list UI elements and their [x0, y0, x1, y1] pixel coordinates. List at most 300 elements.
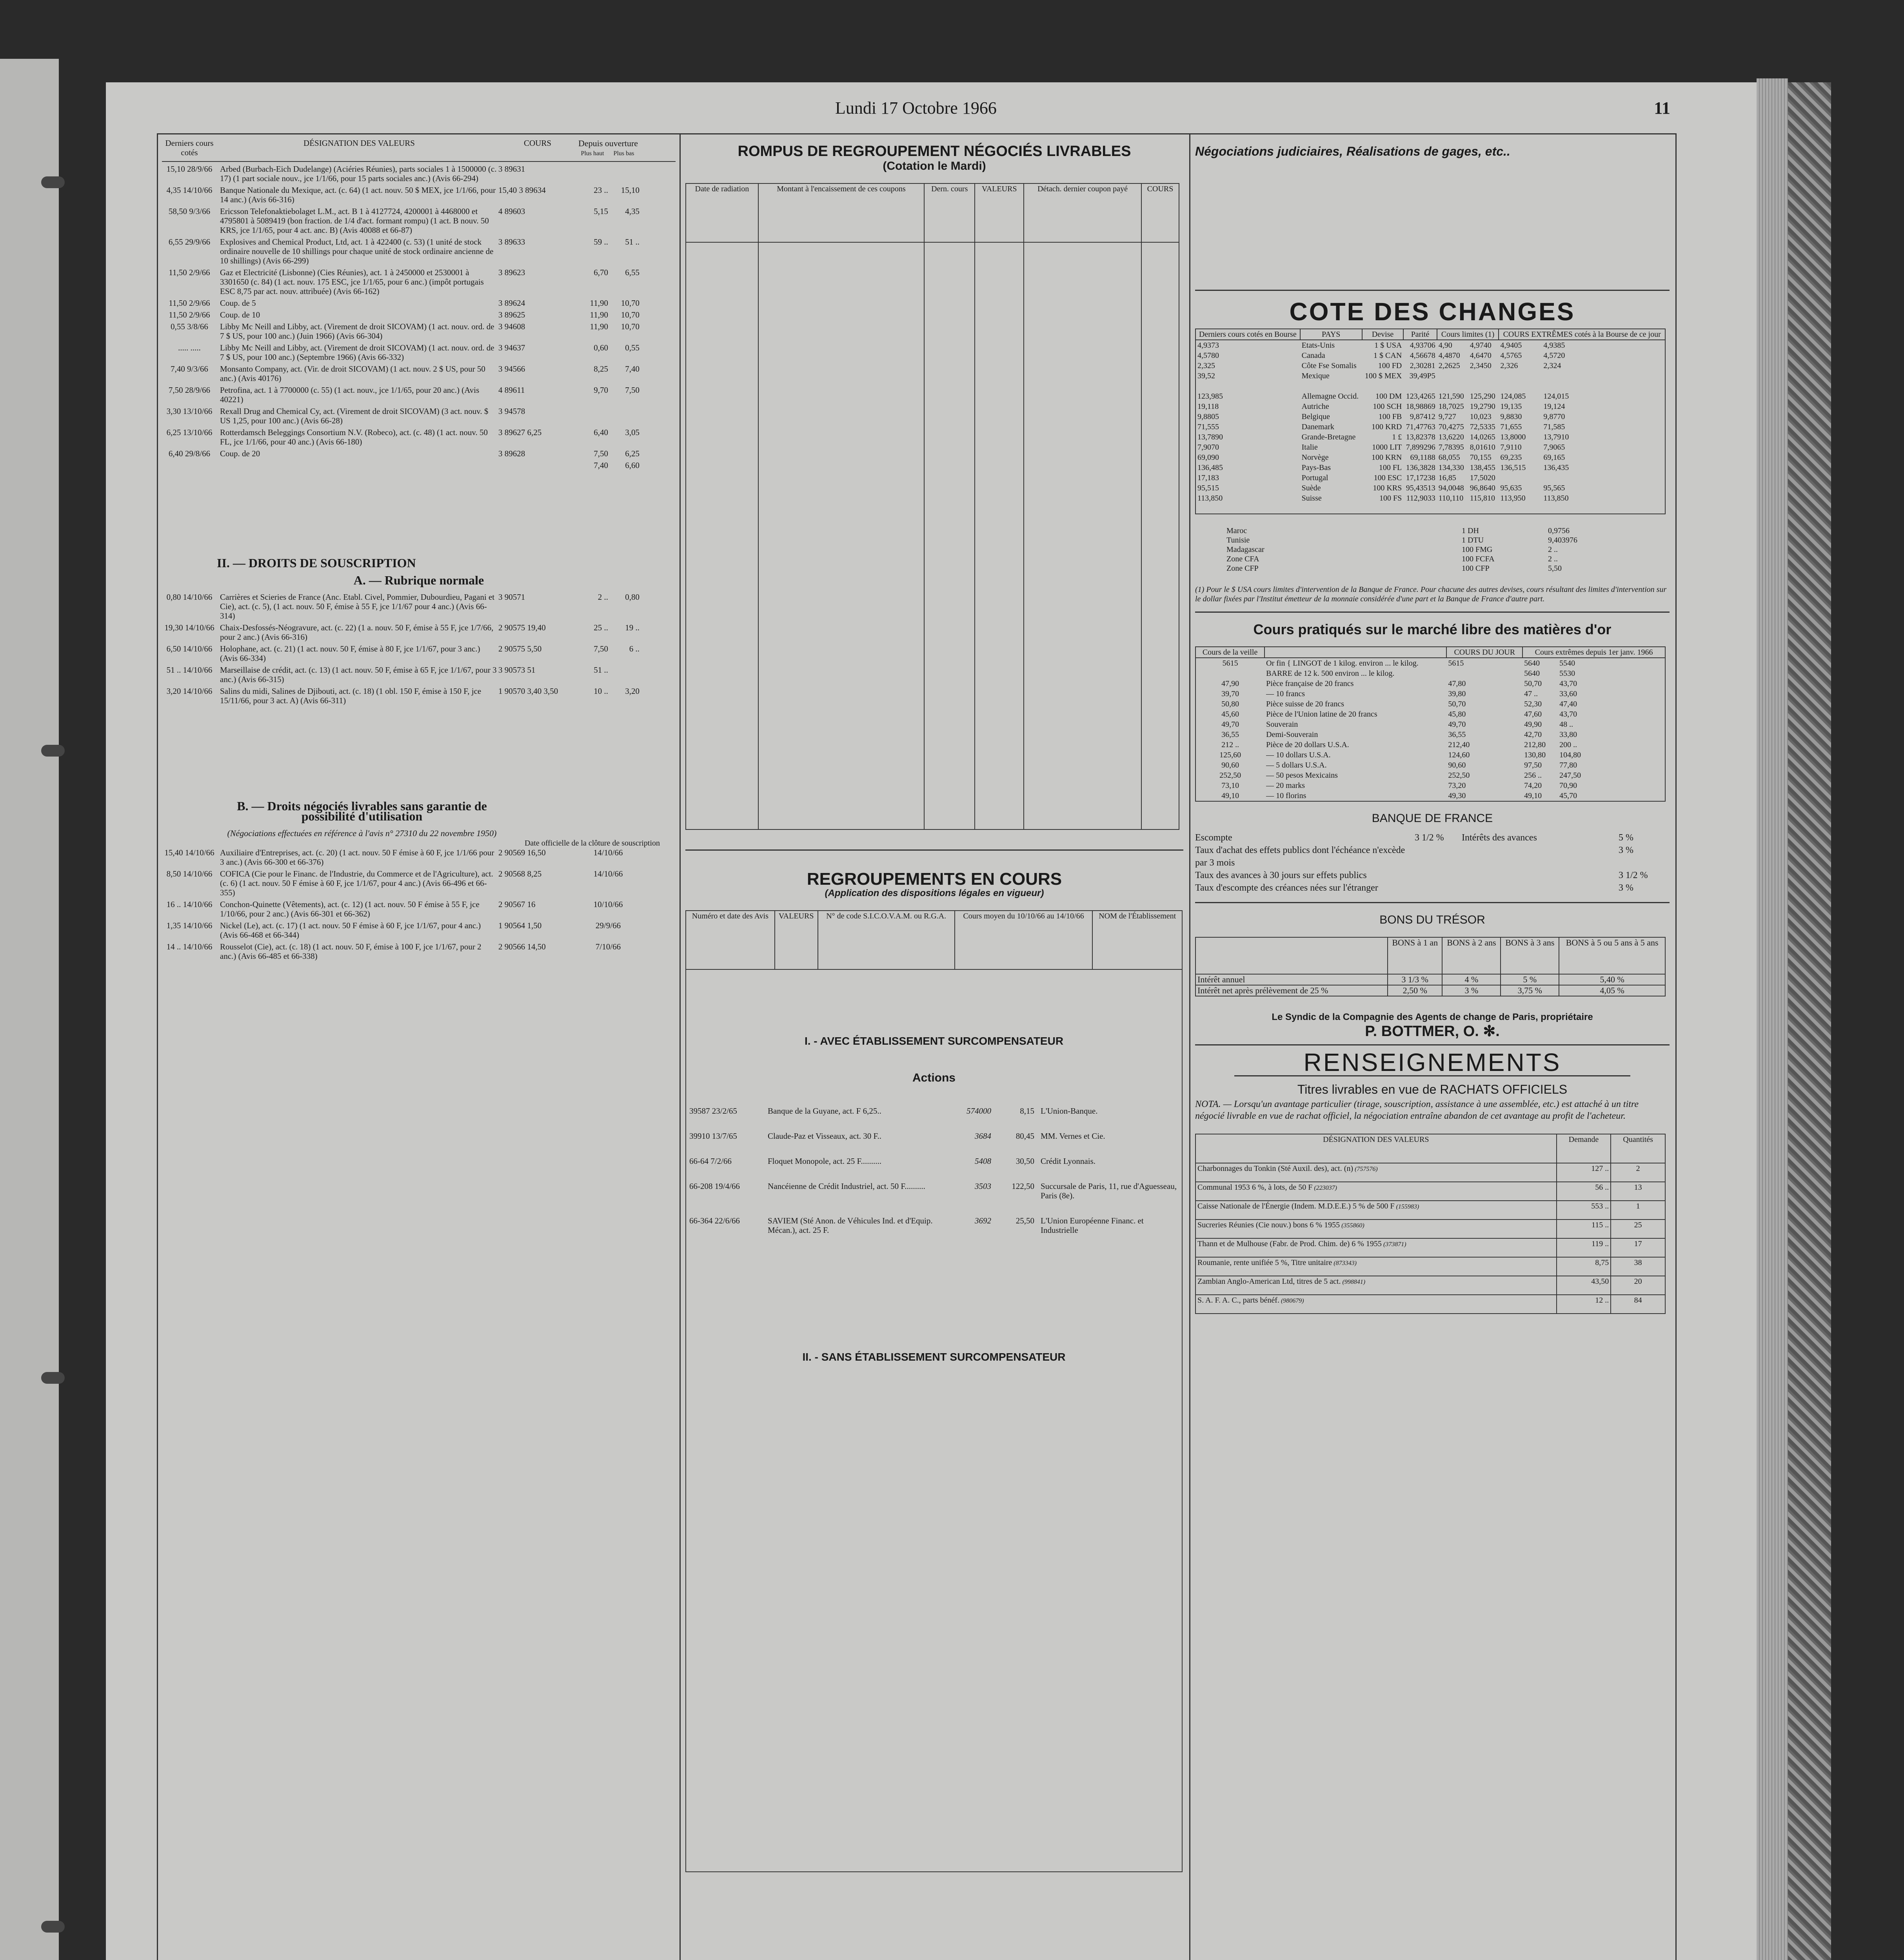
rachats-demande: 43,50	[1557, 1276, 1611, 1295]
changes-currency: 1000 LIT	[1372, 443, 1402, 452]
changes-country: Suède	[1301, 484, 1321, 492]
security-last-date: 19,30 14/10/66	[164, 623, 214, 632]
rachats-code: (998841)	[1341, 1279, 1366, 1285]
or-row	[1195, 689, 1665, 699]
or-description: BARRE de 12 k. 500 environ ... le kilog.	[1266, 669, 1395, 678]
zone-row	[1226, 545, 1619, 554]
limit-high: 2,3450	[1470, 361, 1492, 370]
rachats-name	[1195, 1238, 1557, 1257]
security-high: 11,90	[590, 298, 608, 308]
col1-header	[162, 138, 676, 162]
sicovam-code: 574000	[967, 1106, 991, 1116]
content-frame	[157, 133, 1677, 1960]
or-extremes	[1522, 740, 1665, 750]
bdf-title: BANQUE DE FRANCE	[1372, 812, 1493, 825]
establishment-name: L'Union Européenne Financ. et Industrielle	[1041, 1216, 1144, 1235]
extreme-high: 7,9110	[1500, 443, 1522, 452]
rachats-code: (223037)	[1312, 1185, 1337, 1191]
security-cours: 3 89624	[498, 298, 525, 308]
rachats-row	[1195, 1295, 1665, 1314]
changes-parity: 71,47763	[1406, 423, 1435, 431]
section-b-col-label: Date officielle de la clôture de souscription	[524, 839, 660, 848]
rachats-row	[1195, 1220, 1665, 1238]
security-name: Arbed (Burbach-Eich Dudelange) (Aciéries Réunies), parts sociales 1 à 1500000 (c. 17) (1 part sociale nouv., jce 1/1/66, pour 15 parts sociales anc.) (Avis 66-294)	[220, 164, 497, 183]
changes-limits	[1437, 350, 1499, 361]
changes-parity: 95,43513	[1406, 484, 1435, 492]
changes-extremes	[1499, 391, 1665, 401]
or-extremes	[1522, 760, 1665, 770]
or-description: Demi-Souverain	[1266, 730, 1318, 739]
security-low: 6 ..	[629, 644, 640, 653]
rachats-quantity: 1	[1611, 1201, 1665, 1220]
security-cours: 3 90573 51	[498, 665, 536, 675]
or-high: 52,30	[1524, 700, 1542, 708]
security-row	[162, 942, 676, 961]
security-name: Rexall Drug and Chemical Cy, act. (Virement de droit SICOVAM) (3 act. nouv. $ US 1,25, pour 100 anc.) (Avis 66-28)	[220, 407, 489, 425]
limit-high: 70,155	[1470, 453, 1492, 462]
or-description: — 50 pesos Mexicains	[1266, 771, 1338, 780]
changes-zone-rows	[1226, 526, 1619, 573]
header-date: Lundi 17 Octobre 1966	[835, 98, 997, 118]
security-name: Conchon-Quinette (Vêtements), act. (c. 12) (1 act. nouv. 50 F émise à 55 F, jce 1/10/66, pour 2 anc.) (Avis 66-301 et 66-362)	[220, 900, 480, 918]
column-divider	[679, 134, 681, 1960]
extreme-low: 95,565	[1543, 484, 1565, 492]
rachats-row	[1195, 1276, 1665, 1295]
bons-value: 3,75 %	[1501, 985, 1559, 996]
zone-value: 9,403976	[1548, 536, 1577, 544]
changes-extremes	[1499, 401, 1665, 412]
security-cours: 3 94637	[498, 343, 525, 352]
establishment-name: MM. Vernes et Cie.	[1041, 1131, 1105, 1141]
changes-currency: 100 FS	[1379, 494, 1402, 503]
security-last-date: 7,40 9/3/66	[171, 364, 208, 374]
changes-parity: 39,49P5	[1409, 372, 1435, 380]
changes-last: 95,515	[1197, 484, 1219, 492]
or-high: 47 ..	[1524, 690, 1538, 698]
bons-value: 2,50 %	[1388, 985, 1442, 996]
rachats-quantity: 25	[1611, 1220, 1665, 1238]
changes-last: 136,485	[1197, 463, 1223, 472]
rompus-table	[685, 183, 1179, 830]
limit-low: 9,727	[1438, 412, 1456, 421]
extreme-high: 71,655	[1500, 423, 1522, 431]
limit-high: 4,9740	[1470, 341, 1492, 350]
or-today: 90,60	[1448, 761, 1466, 769]
changes-last: 17,183	[1197, 474, 1219, 482]
security-high: 2 ..	[598, 592, 608, 602]
or-low: 70,90	[1559, 781, 1577, 790]
security-last-date: 16 .. 14/10/66	[166, 900, 213, 909]
or-high: 42,70	[1524, 730, 1542, 739]
or-low: 200 ..	[1559, 740, 1577, 749]
changes-limits	[1437, 463, 1499, 473]
average-price: 30,50	[1016, 1156, 1034, 1166]
changes-last: 2,325	[1197, 361, 1215, 370]
security-cours: 2 90566 14,50	[498, 942, 546, 951]
section-droits-title: II. — DROITS DE SOUSCRIPTION	[217, 556, 416, 570]
changes-row	[1195, 340, 1665, 350]
limit-high: 14,0265	[1470, 433, 1495, 441]
column-middle	[685, 143, 1183, 1872]
or-low: 33,80	[1559, 730, 1577, 739]
limit-low: 110,110	[1438, 494, 1464, 503]
extreme-low: 4,9385	[1543, 341, 1565, 350]
security-row	[162, 310, 676, 319]
changes-country: Pays-Bas	[1301, 463, 1331, 472]
bdf-value-2: 5 %	[1619, 833, 1633, 843]
security-low: 51 ..	[625, 237, 640, 247]
rachats-name	[1195, 1276, 1557, 1295]
or-high: 74,20	[1524, 781, 1542, 790]
changes-currency: 100 FL	[1379, 463, 1402, 472]
rachats-name	[1195, 1163, 1557, 1182]
security-last-date: 58,50 9/3/66	[168, 207, 211, 216]
security-row	[162, 207, 676, 235]
regroupement-value: Claude-Paz et Visseaux, act. 30 F..	[768, 1131, 882, 1141]
rachats-quantity: 20	[1611, 1276, 1665, 1295]
col1-head-plus-haut: Plus haut	[581, 150, 604, 157]
or-today: 39,80	[1448, 690, 1466, 698]
negociations-title: Négociations judiciaires, Réalisations de gages, etc..	[1195, 144, 1510, 158]
regroupement-value: Floquet Monopole, act. 25 F..........	[768, 1156, 881, 1166]
security-cours: 3 94578	[498, 407, 525, 416]
rachats-name-text: Communal 1953 6 %, à lots, de 50 F	[1197, 1183, 1313, 1192]
security-low	[608, 164, 640, 183]
changes-currency: 100 ESC	[1373, 474, 1402, 482]
rachats-row	[1195, 1201, 1665, 1220]
extreme-high: 9,8830	[1500, 412, 1522, 421]
security-row	[162, 449, 676, 458]
regroupement-row	[686, 1156, 1182, 1166]
changes-row	[1195, 493, 1665, 503]
bdf-value: 3 1/2 %	[1415, 833, 1444, 843]
limit-high: 17,5020	[1470, 474, 1495, 482]
security-name: Marseillaise de crédit, act. (c. 13) (1 act. nouv. 50 F, émise à 65 F, jce 1/1/67, pour 3 anc.) (Avis 66-315)	[220, 665, 497, 684]
security-row	[162, 164, 676, 183]
regroupement-value: Nancéienne de Crédit Industriel, act. 50 F..........	[768, 1181, 925, 1191]
bons-value: 5,40 %	[1559, 974, 1665, 985]
changes-parity: 4,93706	[1410, 341, 1435, 350]
security-name: Coup. de 20	[220, 449, 260, 458]
changes-limits	[1437, 412, 1499, 422]
security-name: Libby Mc Neill and Libby, act. (Virement de droit SICOVAM) (1 act. nouv. ord. de 7 $ US, pour 100 anc.) (Juin 1966) (Avis 66-304)	[220, 322, 494, 341]
rachats-name-text: Zambian Anglo-American Ltd, titres de 5 act.	[1197, 1277, 1341, 1286]
or-description: — 5 dollars U.S.A.	[1266, 761, 1327, 769]
rompus-column-header: COURS	[1141, 183, 1179, 242]
rachats-name-text: Caisse Nationale de l'Énergie (Indem. M.D.E.E.) 5 % de 500 F	[1197, 1202, 1395, 1210]
rachats-name	[1195, 1220, 1557, 1238]
or-description: — 20 marks	[1266, 781, 1305, 790]
changes-title: COTE DES CHANGES	[1289, 298, 1575, 326]
security-cours: 2 90575 5,50	[498, 644, 542, 653]
rachats-demande: 115 ..	[1557, 1220, 1611, 1238]
or-extremes	[1522, 689, 1665, 699]
security-row	[162, 665, 676, 684]
zone-currency: 100 FCFA	[1462, 555, 1495, 563]
rachats-code: (873343)	[1332, 1260, 1357, 1267]
average-price: 122,50	[1012, 1181, 1034, 1191]
security-cours: 3 94608	[498, 322, 525, 331]
changes-row	[1195, 350, 1665, 361]
changes-row	[1195, 432, 1665, 442]
changes-last: 9,8805	[1197, 412, 1219, 421]
col1-rows-b	[162, 848, 676, 961]
rachats-row	[1195, 1163, 1665, 1182]
rachats-name	[1195, 1201, 1557, 1220]
or-row	[1195, 780, 1665, 791]
rachats-demande: 12 ..	[1557, 1295, 1611, 1314]
changes-limits	[1437, 452, 1499, 463]
or-high: 47,60	[1524, 710, 1542, 719]
zone-name: Zone CFA	[1226, 555, 1259, 563]
zone-row	[1226, 564, 1619, 573]
rachats-code: (757576)	[1353, 1166, 1378, 1172]
security-row	[162, 237, 676, 265]
security-row	[162, 592, 676, 621]
regroupement-column-header: N° de code S.I.C.O.V.A.M. ou R.G.A.	[818, 911, 955, 969]
changes-limits	[1437, 340, 1499, 350]
changes-limits	[1437, 493, 1499, 503]
security-last-date: 15,10 28/9/66	[166, 164, 213, 174]
changes-country: Canada	[1301, 351, 1325, 360]
bons-table	[1195, 937, 1666, 996]
security-name: Explosives and Chemical Product, Ltd, act. 1 à 422400 (c. 53) (1 unité de stock ordinaire nouvelle de 10 shillings pour chaque unité de stock ordinaire ancienne de 10 shillings) (Avis 66-299)	[220, 237, 494, 265]
rachats-name-text: S. A. F. A. C., parts bénéf.	[1197, 1296, 1279, 1305]
extreme-low: 9,8770	[1543, 412, 1565, 421]
changes-parity: 4,56678	[1410, 351, 1435, 360]
changes-column-header: PAYS	[1300, 329, 1362, 340]
or-extremes	[1522, 770, 1665, 780]
security-name: Gaz et Electricité (Lisbonne) (Cies Réunies), act. 1 à 2450000 et 2530001 à 3301650 (c. 84) (1 act. nouv. 175 ESC, jce 1/1/65, pour 6 anc.) (impôt portugais ESC 8,75 par act. nouv. attribuée) (Avis 66-162)	[220, 268, 484, 296]
left-page-edge	[0, 59, 59, 1960]
changes-extremes	[1499, 350, 1665, 361]
or-description: Pièce de 20 dollars U.S.A.	[1266, 740, 1349, 749]
changes-currency: 100 KRN	[1372, 453, 1402, 462]
rachats-table	[1195, 1134, 1666, 1314]
security-low: 15,10	[621, 185, 640, 195]
limit-low: 16,85	[1438, 474, 1456, 482]
section-b-note: (Négociations effectuées en référence à l'avis n° 27310 du 22 novembre 1950)	[227, 828, 497, 838]
bdf-value-2: 3 1/2 %	[1619, 870, 1648, 880]
rachats-name-text: Charbonnages du Tonkin (Sté Auxil. des), act. (n)	[1197, 1164, 1354, 1173]
or-high: 256 ..	[1524, 771, 1542, 780]
extreme-high: 124,085	[1500, 392, 1526, 401]
limit-low: 70,4275	[1438, 423, 1464, 431]
bons-value: 3 1/3 %	[1388, 974, 1442, 985]
or-previous: 49,70	[1221, 720, 1239, 729]
security-low: 6,25	[625, 449, 640, 458]
bdf-value	[1415, 869, 1462, 882]
security-last-date: 11,50 2/9/66	[169, 298, 210, 308]
changes-limits	[1437, 442, 1499, 452]
security-name: Libby Mc Neill and Libby, act. (Virement de droit SICOVAM) (1 act. nouv. ord. de 7 $ US, pour 100 anc.) (Septembre 1966) (Avis 66-332)	[220, 343, 494, 362]
changes-column-header: Parité	[1403, 329, 1437, 340]
rachats-demande: 553 ..	[1557, 1201, 1611, 1220]
changes-currency: 100 SCH	[1373, 402, 1402, 411]
bdf-rows	[1195, 831, 1670, 894]
changes-currency: 100 FB	[1378, 412, 1402, 421]
security-name	[217, 461, 498, 470]
or-extremes	[1522, 791, 1665, 801]
rompus-column-header: VALEURS	[975, 183, 1024, 242]
security-cours: 2 90569 16,50	[498, 848, 546, 857]
or-row	[1195, 791, 1665, 801]
changes-last: 69,090	[1197, 453, 1219, 462]
changes-last: 19,118	[1197, 402, 1219, 411]
or-low: 5540	[1559, 659, 1575, 668]
changes-country: Portugal	[1301, 474, 1328, 482]
changes-note: (1) Pour le $ USA cours limites d'intervention de la Banque de France. Pour chacune des autres devises, cours résultant des limites d'intervention sur le dollar fixées par l'Institut émetteur de la monnaie considérée d'une part et la Banque de France d'autre part.	[1195, 585, 1667, 603]
security-last-date: 51 .. 14/10/66	[166, 665, 213, 675]
changes-limits	[1437, 391, 1499, 401]
security-name: COFICA (Cie pour le Financ. de l'Industrie, du Commerce et de l'Agriculture), act. (c. 6) (1 act. nouv. 50 F émise à 60 F, jce 1/1/67, pour 4 anc.) (Avis 66-496 et 66-355)	[220, 869, 493, 897]
bdf-row	[1195, 882, 1670, 894]
security-low: 6,55	[625, 268, 640, 277]
extreme-high: 95,635	[1500, 484, 1522, 492]
section-b-title: B. — Droits négociés livrables sans garantie de possibilité d'utilisation	[237, 799, 487, 823]
zone-name: Maroc	[1226, 526, 1247, 535]
limit-low: 121,590	[1438, 392, 1464, 401]
security-name: Holophane, act. (c. 21) (1 act. nouv. 50 F, émise à 80 F, jce 1/1/67, pour 3 anc.) (Avis 66-334)	[220, 644, 480, 663]
changes-country: Norvège	[1301, 453, 1329, 462]
changes-country: Côte Fse Somalis	[1301, 361, 1357, 370]
limit-low: 4,90	[1438, 341, 1452, 350]
extreme-low: 69,165	[1543, 453, 1565, 462]
extreme-low: 19,124	[1543, 402, 1565, 411]
zone-name: Zone CFP	[1226, 564, 1259, 573]
changes-limits	[1437, 483, 1499, 493]
regroupement-row	[686, 1216, 1182, 1235]
or-today	[1446, 668, 1522, 679]
security-cours: 2 90568 8,25	[498, 869, 542, 878]
rachats-name-text: Roumanie, rente unifiée 5 %, Titre unitaire	[1197, 1258, 1332, 1267]
security-name: Monsanto Company, act. (Vir. de droit SICOVAM) (1 act. nouv. 2 $ US, pour 50 anc.) (Avis 40176)	[220, 364, 485, 383]
security-row	[162, 848, 676, 867]
security-name: Rotterdamsch Beleggings Consortium N.V. (Robeco), act. (c. 48) (1 act. nouv. 50 FL, jce 1/1/66, pour 40 anc.) (Avis 66-180)	[220, 428, 488, 446]
rompus-column-header: Date de radiation	[686, 183, 758, 242]
security-closure-date: 14/10/66	[593, 848, 623, 857]
security-name: Carrières et Scieries de France (Anc. Etabl. Civel, Pommier, Dubourdieu, Pagani et Cie), act. (c. 5), (1 act. nouv. 50 F, émise à 55 F, jce 1/1/67 pour 4 anc.) (Avis 66-314)	[220, 592, 495, 621]
security-low: 19 ..	[625, 623, 640, 632]
security-high: 10 ..	[594, 686, 608, 696]
zone-currency: 1 DH	[1462, 526, 1479, 535]
bons-value: 4,05 %	[1559, 985, 1665, 996]
or-description: — 10 florins	[1266, 791, 1306, 800]
zone-value: 2 ..	[1548, 555, 1558, 563]
or-previous: 49,10	[1221, 791, 1239, 800]
average-price: 8,15	[1020, 1106, 1034, 1116]
security-low: 3,20	[625, 686, 640, 696]
security-last-date: 11,50 2/9/66	[169, 268, 210, 277]
regroupement-value: Banque de la Guyane, act. F 6,25..	[768, 1106, 881, 1116]
security-name: Rousselot (Cie), act. (c. 18) (1 act. nouv. 50 F, émise à 100 F, jce 1/1/67, pour 2 anc.) (Avis 66-485 et 66-338)	[220, 942, 481, 961]
rachats-row	[1195, 1238, 1665, 1257]
changes-row	[1195, 401, 1665, 412]
limit-low: 7,78395	[1438, 443, 1464, 452]
section-a-title: A. — Rubrique normale	[353, 573, 484, 587]
changes-limits	[1437, 401, 1499, 412]
rachats-code: (980679)	[1279, 1298, 1304, 1304]
or-previous: 39,70	[1221, 690, 1239, 698]
average-price: 25,50	[1016, 1216, 1034, 1225]
changes-last: 39,52	[1197, 372, 1215, 380]
extreme-high: 136,515	[1500, 463, 1526, 472]
or-extremes	[1522, 658, 1665, 668]
security-row	[162, 322, 676, 341]
or-today: 73,20	[1448, 781, 1466, 790]
sicovam-code: 3684	[975, 1131, 991, 1141]
security-closure-date: 29/9/66	[595, 921, 621, 930]
changes-extremes	[1499, 422, 1665, 432]
security-high: 7,50	[594, 449, 608, 458]
extreme-low: 124,015	[1543, 392, 1569, 401]
security-cours: 4 89611	[498, 385, 525, 395]
or-low: 43,70	[1559, 679, 1577, 688]
bons-column-header: BONS à 5 ou 5 ans à 5 ans	[1559, 937, 1665, 974]
or-previous: 90,60	[1221, 761, 1239, 769]
or-column-header: COURS DU JOUR	[1446, 647, 1522, 658]
security-cours	[498, 461, 577, 470]
security-row	[162, 869, 676, 897]
limit-low: 18,7025	[1438, 402, 1464, 411]
rompus-subtitle: (Cotation le Mardi)	[883, 160, 986, 172]
establishment-name: L'Union-Banque.	[1041, 1106, 1098, 1116]
limit-high: 4,6470	[1470, 351, 1492, 360]
or-extremes	[1522, 750, 1665, 760]
security-last-date: 6,25 13/10/66	[166, 428, 213, 437]
regroupement-row	[686, 1106, 1182, 1116]
zone-name: Madagascar	[1226, 545, 1264, 554]
binder-ring	[41, 745, 65, 757]
security-name: Nickel (Le), act. (c. 17) (1 act. nouv. 50 F émise à 60 F, jce 1/1/67, pour 4 anc.) (Avis 66-468 et 66-344)	[220, 921, 481, 940]
rachats-name-text: Sucreries Réunies (Cie nouv.) bons 6 % 1955	[1197, 1221, 1340, 1229]
changes-country: Autriche	[1301, 402, 1329, 411]
changes-currency: 1 $ CAN	[1373, 351, 1402, 360]
changes-country: Mexique	[1301, 372, 1330, 380]
changes-row	[1195, 412, 1665, 422]
security-name: Auxiliaire d'Entreprises, act. (c. 20) (1 act. nouv. 50 F émise à 60 F, jce 1/1/66 pour 3 anc.) (Avis 66-300 et 66-376)	[220, 848, 494, 867]
security-row	[162, 428, 676, 446]
limit-high: 8,01610	[1470, 443, 1495, 452]
changes-extremes	[1499, 432, 1665, 442]
changes-limits	[1437, 473, 1499, 483]
bons-value: 4 %	[1442, 974, 1501, 985]
changes-last: 7,9070	[1197, 443, 1219, 452]
changes-last: 4,9373	[1197, 341, 1219, 350]
or-previous: 50,80	[1221, 700, 1239, 708]
changes-extremes	[1499, 473, 1665, 483]
security-low	[608, 665, 640, 684]
security-high: 6,70	[594, 268, 608, 277]
regroupement-column-header: NOM de l'Établissement	[1092, 911, 1182, 969]
or-high: 97,50	[1524, 761, 1542, 769]
changes-country: Etats-Unis	[1301, 341, 1335, 350]
security-last-date: 6,50 14/10/66	[166, 644, 213, 653]
security-high: 5,15	[594, 207, 608, 216]
renseignements-title: RENSEIGNEMENTS	[1303, 1048, 1561, 1076]
changes-row	[1195, 442, 1665, 452]
zone-currency: 1 DTU	[1462, 536, 1484, 544]
security-cours: 3 89627 6,25	[498, 428, 542, 437]
regroupements-title: REGROUPEMENTS EN COURS	[807, 869, 1062, 889]
security-last-date: 7,50 28/9/66	[168, 385, 211, 395]
limit-low: 13,6220	[1438, 433, 1464, 441]
limit-high: 138,455	[1470, 463, 1495, 472]
rachats-quantity: 84	[1611, 1295, 1665, 1314]
avis-number: 39587 23/2/65	[689, 1106, 737, 1116]
or-previous: 252,50	[1219, 771, 1241, 780]
changes-parity: 17,17238	[1406, 474, 1435, 482]
